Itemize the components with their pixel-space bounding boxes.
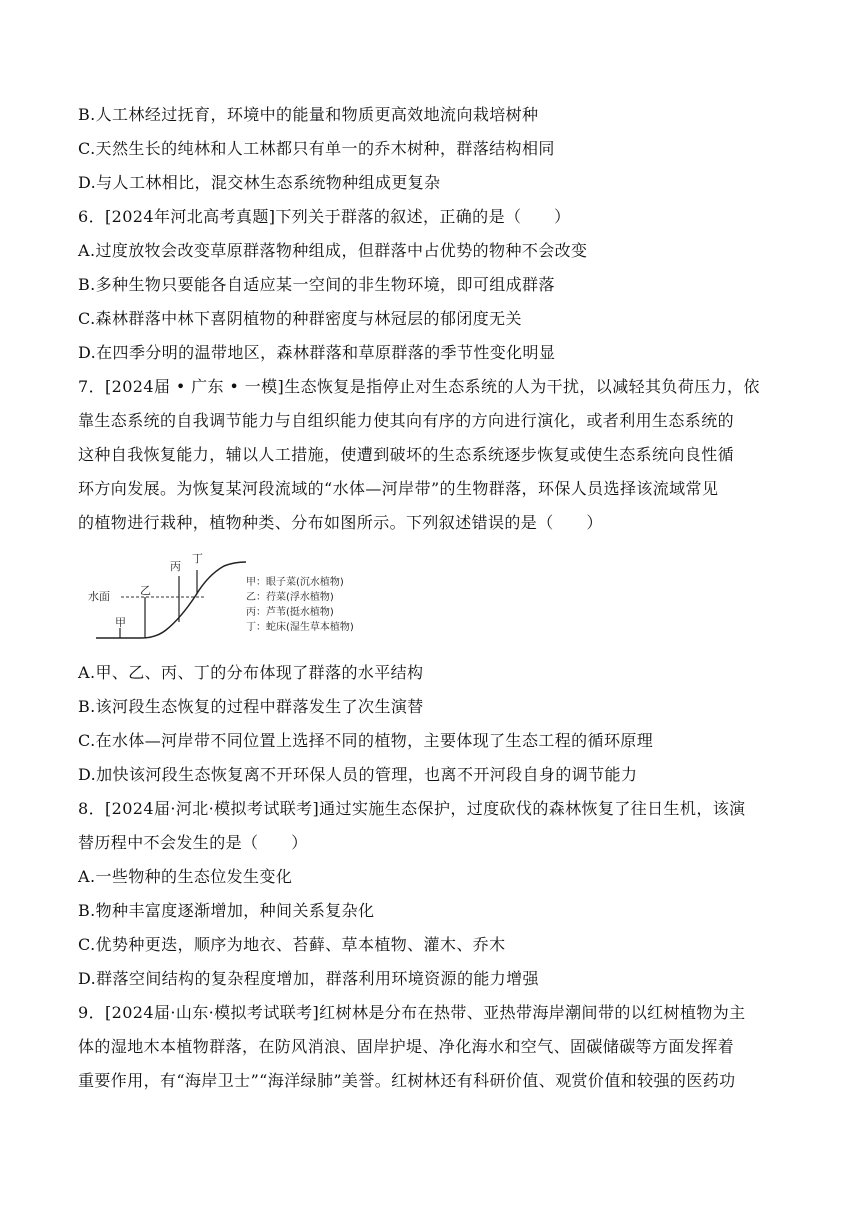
- option-5d: D.与人工林相比，混交林生态系统物种组成更复杂: [78, 173, 441, 192]
- plant-label-yi: 乙: [140, 584, 151, 597]
- question-9-stem-line-3: 重要作用，有“海岸卫士”“海洋绿肺”美誉。红树林还有科研价值、观赏价值和较强的医药功: [78, 1071, 736, 1090]
- option-6c: C.森林群落中林下喜阴植物的种群密度与林冠层的郁闭度无关: [78, 309, 522, 328]
- option-6a: A.过度放牧会改变草原群落物种组成，但群落中占优势的物种不会改变: [78, 241, 588, 260]
- plant-label-ding: 丁: [192, 552, 203, 565]
- legend-item-jia: 甲：眼子菜(沉水植物): [246, 577, 344, 588]
- option-5c: C.天然生长的纯林和人工林都只有单一的乔木树种，群落结构相同: [78, 139, 555, 158]
- option-6d: D.在四季分明的温带地区，森林群落和草原群落的季节性变化明显: [78, 343, 556, 362]
- option-8c: C.优势种更迭，顺序为地衣、苔藓、草本植物、灌木、乔木: [78, 935, 506, 954]
- option-7c: C.在水体—河岸带不同位置上选择不同的植物，主要体现了生态工程的循环原理: [78, 731, 654, 750]
- water-surface-label: 水面: [88, 590, 110, 603]
- question-8-stem-line-2: 替历程中不会发生的是（ ）: [78, 833, 308, 852]
- riverbank-plant-distribution-figure: [86, 550, 396, 645]
- option-7b: B.该河段生态恢复的过程中群落发生了次生演替: [78, 697, 424, 716]
- question-6-stem: 6．[2024年河北高考真题]下列关于群落的叙述，正确的是（ ）: [78, 207, 571, 226]
- question-7-stem-line-5: 的植物进行栽种，植物种类、分布如图所示。下列叙述错误的是（ ）: [78, 513, 603, 532]
- plant-label-jia: 甲: [115, 616, 126, 629]
- option-7a: A.甲、乙、丙、丁的分布体现了群落的水平结构: [78, 663, 424, 682]
- option-5b: B.人工林经过抚育，环境中的能量和物质更高效地流向栽培树种: [78, 105, 539, 124]
- option-8a: A.一些物种的生态位发生变化: [78, 867, 293, 886]
- question-7-stem-line-3: 这种自我恢复能力，辅以人工措施，使遭到破坏的生态系统逐步恢复或使生态系统向良性循: [78, 445, 735, 464]
- option-7d: D.加快该河段生态恢复离不开环保人员的管理，也离不开河段自身的调节能力: [78, 765, 638, 784]
- question-7-stem-line-2: 靠生态系统的自我调节能力与自组织能力使其向有序的方向进行演化，或者利用生态系统的: [78, 411, 735, 430]
- option-6b: B.多种生物只要能各自适应某一空间的非生物环境，即可组成群落: [78, 275, 555, 294]
- legend-item-bing: 丙：芦苇(挺水植物): [246, 607, 334, 618]
- option-8b: B.物种丰富度逐渐增加，种间关系复杂化: [78, 901, 375, 920]
- legend-item-ding: 丁：蛇床(湿生草本植物): [246, 622, 354, 633]
- question-9-stem-line-2: 体的湿地木本植物群落，在防风消浪、固岸护堤、净化海水和空气、固碳储碳等方面发挥着: [78, 1037, 735, 1056]
- question-8-stem-line-1: 8．[2024届·河北·模拟考试联考]通过实施生态保护，过度砍伐的森林恢复了往日生机，该演: [78, 799, 746, 818]
- legend-item-yi: 乙：荇菜(浮水植物): [246, 592, 334, 603]
- question-9-stem-line-1: 9．[2024届·山东·模拟考试联考]红树林是分布在热带、亚热带海岸潮间带的以红树植物为主: [78, 1003, 746, 1022]
- question-7-stem-line-1: 7．[2024届 • 广东 • 一模]生态恢复是指停止对生态系统的人为干扰，以减轻其负荷压力，依: [78, 377, 760, 396]
- question-7-stem-line-4: 环方向发展。为恢复某河段流域的“水体—河岸带”的生物群落，环保人员选择该流域常见: [78, 479, 719, 498]
- plant-label-bing: 丙: [170, 560, 181, 573]
- option-8d: D.群落空间结构的复杂程度增加，群落利用环境资源的能力增强: [78, 969, 539, 988]
